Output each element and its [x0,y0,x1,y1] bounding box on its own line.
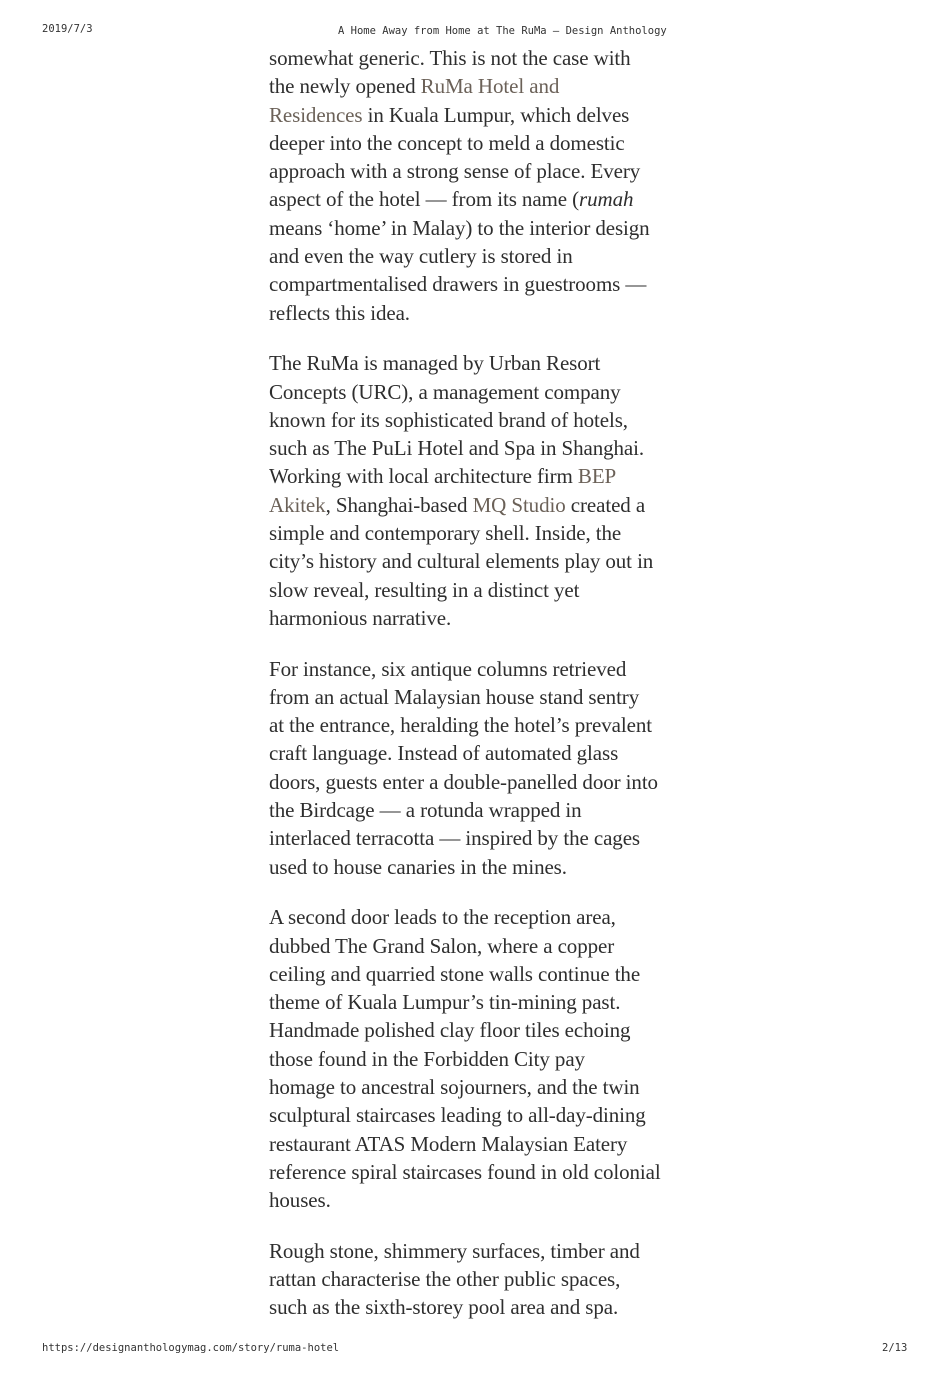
paragraph-1-text-c: means ‘home’ in Malay) to the interior design and even the way cutlery is stored in compartmentalised drawers in guestrooms — reflects this idea. [269,215,650,325]
paragraph-4: A second door leads to the reception area, dubbed The Grand Salon, where a copper ceiling and quarried stone walls continue the theme of Kuala Lumpur’s tin-mining past. Handmade polished clay floor tiles echoing those found in the Forbidden City pay homage to ancestral sojourners, and the twin sculptural staircases leading to all-day-dining restaurant ATAS Modern Malaysian Eatery reference spiral staircases found in old colonial houses. [269,905,661,1213]
link-mq-studio[interactable]: MQ Studio [472,492,566,517]
paragraph-1 [269,44,699,327]
print-page-title: A Home Away from Home at The RuMa — Design Anthology [338,25,667,37]
paragraph-1-text-a: somewhat generic. This is not the case with the newly opened [269,46,631,99]
paragraph-5: Rough stone, shimmery surfaces, timber and rattan characterise the other public spaces, such as the sixth-storey pool area and spa. [269,1238,640,1320]
paragraph-1-text-b: in Kuala Lumpur, which delves deeper into the concept to meld a domestic approach with a strong sense of place. Every aspect of the hotel — from its name ( [269,102,641,212]
print-url: https://designanthologymag.com/story/ruma-hotel [42,1342,340,1354]
page-number: 2/13 [882,1342,908,1354]
paragraph-2-text-c: created a simple and contemporary shell. Inside, the city’s history and cultural elements play out in slow reveal, resulting in a distinct yet harmonious narrative. [269,492,654,630]
print-date: 2019/7/3 [42,23,93,35]
paragraph-2 [269,349,699,632]
rumah-word: rumah [579,187,634,212]
paragraph-3: For instance, six antique columns retrieved from an actual Malaysian house stand sentry at the entrance, heralding the hotel’s prevalent craft language. Instead of automated glass doors, guests enter a double-panelled door into the Birdcage — a rotunda wrapped in interlaced terracotta — inspired by the cages used to house canaries in the mines. [269,656,658,879]
link-ruma-hotel[interactable]: RuMa Hotel and Residences [269,74,560,127]
link-bep-akitek[interactable]: BEP Akitek [269,464,617,517]
paragraph-2-text-a: The RuMa is managed by Urban Resort Concepts (URC), a management company known for its sophisticated brand of hotels, such as The PuLi Hotel and Spa in Shanghai. Working with local architecture firm [269,351,645,489]
paragraph-2-text-b: , Shanghai-based [325,492,473,517]
print-footer [0,1342,950,1358]
print-header [0,23,950,39]
article-body [269,44,699,1344]
